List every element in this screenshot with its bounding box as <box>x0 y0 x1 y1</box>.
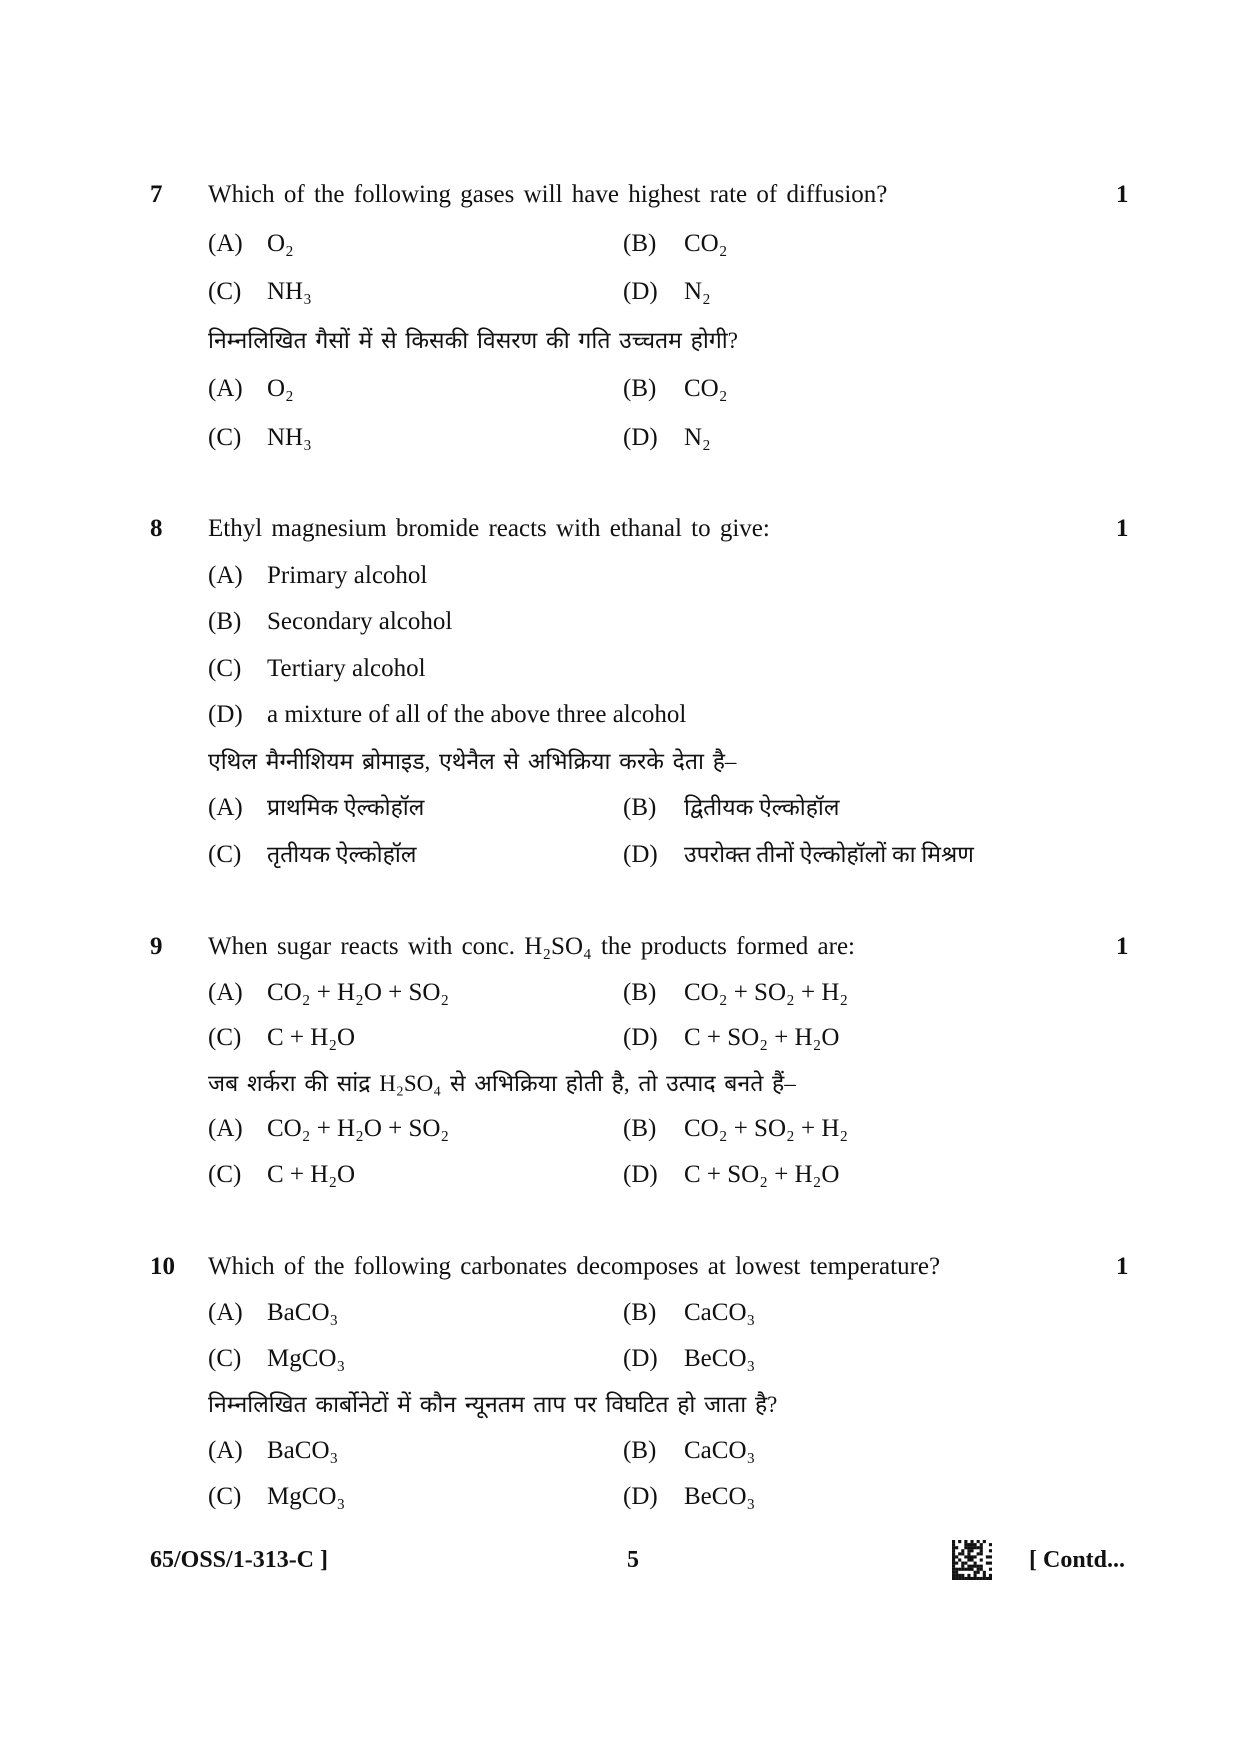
option-a-text: Primary alcohol <box>267 561 428 589</box>
option-b-label: (B) <box>623 1299 657 1326</box>
option-c-text: Tertiary alcohol <box>267 654 426 682</box>
hindi-option-b-text: CO₂ + SO₂ + H₂ <box>684 1115 849 1143</box>
hindi-options-row <box>0 1428 1240 1474</box>
hindi-option-a-text: प्राथमिक ऐल्कोहॉल <box>267 795 425 820</box>
option-d-label: (D) <box>623 1345 658 1372</box>
option-a-label: (A) <box>208 561 243 589</box>
option-b-label: (B) <box>623 978 657 1006</box>
hindi-option-d-text: N₂ <box>684 423 711 451</box>
option-a-text: BaCO₃ <box>267 1299 339 1326</box>
hindi-option-d-text: C + SO₂ + H₂O <box>684 1160 840 1188</box>
option-a-text: CO₂ + H₂O + SO₂ <box>267 978 450 1006</box>
option-c-label: (C) <box>208 1345 242 1372</box>
question-text: Ethyl magnesium bromide reacts with ethanal to give: <box>208 515 770 542</box>
question-text: Which of the following gases will have highest rate of diffusion? <box>208 181 888 208</box>
option-a-label: (A) <box>208 1299 243 1326</box>
hindi-question-text: निम्नलिखित गैसों में से किसकी विसरण की गति उच्चतम होगी? <box>208 327 738 353</box>
hindi-option-a-text: CO₂ + H₂O + SO₂ <box>267 1115 450 1143</box>
hindi-option-d-text: उपरोक्त तीनों ऐल्कोहॉलों का मिश्रण <box>684 841 974 867</box>
question-row <box>0 1244 1240 1290</box>
hindi-question-row <box>0 1061 1240 1107</box>
question-number: 10 <box>150 1253 175 1280</box>
hindi-options-row <box>0 785 1240 832</box>
hindi-option-d-text: BeCO₃ <box>684 1483 756 1510</box>
option-b-text: CO₂ + SO₂ + H₂ <box>684 978 849 1006</box>
question-text: Which of the following carbonates decomposes at lowest temperature? <box>208 1253 941 1280</box>
hindi-option-b-label: (B) <box>623 1437 657 1464</box>
hindi-question-row <box>0 317 1240 366</box>
option-b-label: (B) <box>208 608 242 635</box>
question-marks: 1 <box>1116 1253 1129 1280</box>
options-row <box>0 1290 1240 1336</box>
option-a-text: O₂ <box>267 229 294 257</box>
hindi-option-b-text: द्वितीयक ऐल्कोहॉल <box>684 795 840 820</box>
question-10 <box>0 1244 1240 1520</box>
question-row <box>0 924 1240 970</box>
hindi-option-c-label: (C) <box>208 1483 242 1510</box>
option-d-text: BeCO₃ <box>684 1345 756 1372</box>
question-marks: 1 <box>1116 933 1129 960</box>
option-d-text: C + SO₂ + H₂O <box>684 1024 840 1052</box>
hindi-option-a-label: (A) <box>208 375 243 402</box>
hindi-option-c-label: (C) <box>208 1160 242 1188</box>
hindi-option-a-label: (A) <box>208 1115 243 1143</box>
hindi-option-b-text: CO₂ <box>684 375 728 402</box>
question-number: 9 <box>150 933 163 960</box>
option-row <box>0 599 1240 646</box>
hindi-option-a-label: (A) <box>208 1437 243 1464</box>
option-c-label: (C) <box>208 1024 242 1052</box>
option-b-text: CaCO₃ <box>684 1299 756 1326</box>
hindi-option-a-label: (A) <box>208 794 243 821</box>
hindi-options-row <box>0 1106 1240 1152</box>
options-row <box>0 1015 1240 1061</box>
hindi-option-d-label: (D) <box>623 1160 658 1188</box>
hindi-option-c-text: MgCO₃ <box>267 1483 346 1510</box>
option-d-label: (D) <box>623 278 658 305</box>
option-c-text: MgCO₃ <box>267 1345 346 1372</box>
option-d-text: N₂ <box>684 278 711 305</box>
hindi-option-c-text: C + H₂O <box>267 1160 356 1188</box>
hindi-question-text: एथिल मैग्नीशियम ब्रोमाइड, एथेनैल से अभिक्रिया करके देता है– <box>208 748 737 774</box>
hindi-option-d-label: (D) <box>623 1483 658 1510</box>
hindi-option-c-label: (C) <box>208 423 242 451</box>
qr-code-icon <box>952 1540 992 1580</box>
page-number: 5 <box>627 1547 639 1573</box>
question-row <box>0 171 1240 220</box>
hindi-options-row <box>0 414 1240 463</box>
option-row <box>0 692 1240 739</box>
hindi-option-c-text: NH₃ <box>267 423 312 451</box>
question-text: When sugar reacts with conc. H₂SO₄ the products formed are: <box>208 933 856 960</box>
hindi-question-text: निम्नलिखित कार्बोनेटों में कौन न्यूनतम ताप पर विघटित हो जाता है? <box>208 1392 778 1417</box>
hindi-options-row <box>0 365 1240 414</box>
question-number: 8 <box>150 515 163 542</box>
question-9 <box>0 924 1240 1198</box>
question-marks: 1 <box>1116 181 1129 208</box>
hindi-option-d-label: (D) <box>623 840 658 868</box>
option-c-label: (C) <box>208 654 242 682</box>
options-row <box>0 970 1240 1016</box>
hindi-option-a-text: O₂ <box>267 375 294 402</box>
question-row <box>0 506 1240 553</box>
continued-label: [ Contd... <box>1029 1547 1126 1573</box>
hindi-question-row <box>0 1382 1240 1428</box>
hindi-option-b-label: (B) <box>623 375 657 402</box>
option-row <box>0 553 1240 600</box>
option-a-label: (A) <box>208 978 243 1006</box>
question-marks: 1 <box>1116 515 1129 542</box>
hindi-options-row <box>0 1152 1240 1198</box>
hindi-option-c-label: (C) <box>208 840 242 868</box>
hindi-options-row <box>0 1474 1240 1520</box>
option-row <box>0 646 1240 693</box>
option-b-text: CO₂ <box>684 229 728 257</box>
paper-code: 65/OSS/1-313-C ] <box>150 1547 329 1573</box>
options-row <box>0 1336 1240 1382</box>
hindi-option-d-label: (D) <box>623 423 658 451</box>
option-b-text: Secondary alcohol <box>267 608 453 635</box>
option-d-label: (D) <box>623 1024 658 1052</box>
hindi-question-row <box>0 739 1240 786</box>
options-row <box>0 220 1240 269</box>
option-c-label: (C) <box>208 278 242 305</box>
hindi-option-b-label: (B) <box>623 1115 657 1143</box>
option-c-text: C + H₂O <box>267 1024 356 1052</box>
hindi-question-text: जब शर्करा की सांद्र H₂SO₄ से अभिक्रिया होती है, तो उत्पाद बनते हैं– <box>208 1070 796 1096</box>
hindi-option-a-text: BaCO₃ <box>267 1437 339 1464</box>
options-row <box>0 268 1240 317</box>
option-c-text: NH₃ <box>267 278 312 305</box>
hindi-option-b-text: CaCO₃ <box>684 1437 756 1464</box>
option-b-label: (B) <box>623 229 657 257</box>
question-8 <box>0 506 1240 878</box>
question-number: 7 <box>150 181 163 208</box>
option-d-label: (D) <box>208 701 243 728</box>
hindi-option-b-label: (B) <box>623 794 657 821</box>
hindi-options-row <box>0 832 1240 879</box>
option-a-label: (A) <box>208 229 243 257</box>
question-7 <box>0 171 1240 462</box>
hindi-option-c-text: तृतीयक ऐल्कोहॉल <box>267 841 417 867</box>
page-footer <box>0 1537 1240 1583</box>
option-d-text: a mixture of all of the above three alcohol <box>267 701 687 728</box>
